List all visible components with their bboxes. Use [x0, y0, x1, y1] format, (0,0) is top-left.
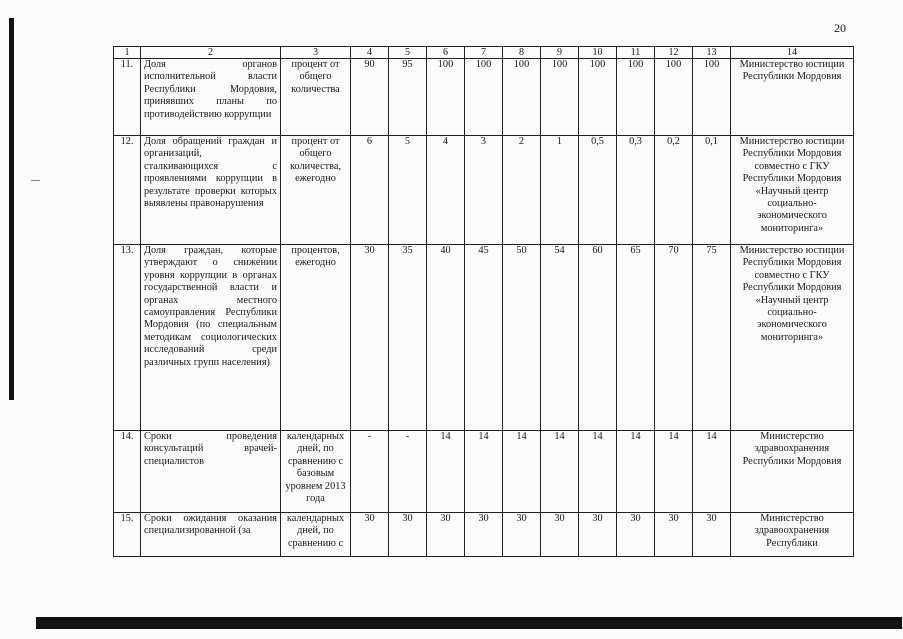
- scan-edge-bottom: [36, 617, 902, 629]
- value-cell: 5: [389, 136, 427, 245]
- value-cell: 100: [541, 59, 579, 136]
- value-cell: 90: [351, 59, 389, 136]
- value-cell: 100: [617, 59, 655, 136]
- indicator-name: Сроки проведения консультаций врачей-специалистов: [141, 431, 281, 513]
- header-cell: 13: [693, 47, 731, 59]
- table-row: [114, 513, 854, 557]
- header-cell: 9: [541, 47, 579, 59]
- value-cell: 30: [465, 513, 503, 557]
- unit-of-measure: календарных дней, по сравнению с: [281, 513, 351, 557]
- value-cell: 54: [541, 245, 579, 431]
- value-cell: 30: [351, 513, 389, 557]
- header-cell: 14: [731, 47, 854, 59]
- value-cell: 0,3: [617, 136, 655, 245]
- value-cell: 4: [427, 136, 465, 245]
- header-cell: 7: [465, 47, 503, 59]
- value-cell: 30: [655, 513, 693, 557]
- value-cell: 65: [617, 245, 655, 431]
- value-cell: 95: [389, 59, 427, 136]
- value-cell: 60: [579, 245, 617, 431]
- header-row: [114, 47, 854, 59]
- header-cell: 2: [141, 47, 281, 59]
- value-cell: 100: [579, 59, 617, 136]
- value-cell: -: [389, 431, 427, 513]
- indicator-name: Доля обращений граждан и организаций, сталкивающихся с проявлениями коррупции в результате проверки которых выявлены правонарушения: [141, 136, 281, 245]
- value-cell: 14: [465, 431, 503, 513]
- value-cell: 30: [389, 513, 427, 557]
- unit-of-measure: процент от общего количества, ежегодно: [281, 136, 351, 245]
- value-cell: 0,1: [693, 136, 731, 245]
- value-cell: 30: [427, 513, 465, 557]
- indicator-name: Доля граждан, которые утверждают о снижении уровня коррупции в органах государственной власти и органах местного самоуправления Республики Мордовия (по специальным методикам социологических исследований среди различных групп населения): [141, 245, 281, 431]
- value-cell: 100: [503, 59, 541, 136]
- value-cell: 1: [541, 136, 579, 245]
- value-cell: 35: [389, 245, 427, 431]
- value-cell: 14: [693, 431, 731, 513]
- value-cell: 30: [541, 513, 579, 557]
- table-row: [114, 245, 854, 431]
- unit-of-measure: процент от общего количества: [281, 59, 351, 136]
- value-cell: 100: [693, 59, 731, 136]
- value-cell: 2: [503, 136, 541, 245]
- value-cell: 6: [351, 136, 389, 245]
- unit-of-measure: процентов, ежегодно: [281, 245, 351, 431]
- row-number: 12.: [114, 136, 141, 245]
- value-cell: 30: [503, 513, 541, 557]
- row-number: 13.: [114, 245, 141, 431]
- value-cell: 100: [427, 59, 465, 136]
- row-number: 15.: [114, 513, 141, 557]
- value-cell: 14: [655, 431, 693, 513]
- header-cell: 1: [114, 47, 141, 59]
- value-cell: 50: [503, 245, 541, 431]
- table-row: [114, 136, 854, 245]
- value-cell: 70: [655, 245, 693, 431]
- responsible-body: Министерство юстиции Республики Мордовия совместно с ГКУ Республики Мордовия «Научный центр социально-экономического мониторинга»: [731, 136, 854, 245]
- header-cell: 5: [389, 47, 427, 59]
- header-cell: 8: [503, 47, 541, 59]
- row-number: 14.: [114, 431, 141, 513]
- value-cell: 40: [427, 245, 465, 431]
- header-cell: 11: [617, 47, 655, 59]
- header-cell: 12: [655, 47, 693, 59]
- scan-mark: [31, 180, 40, 181]
- unit-of-measure: календарных дней, по сравнению с базовым уровнем 2013 года: [281, 431, 351, 513]
- value-cell: 3: [465, 136, 503, 245]
- value-cell: 75: [693, 245, 731, 431]
- value-cell: -: [351, 431, 389, 513]
- value-cell: 30: [579, 513, 617, 557]
- value-cell: 30: [617, 513, 655, 557]
- row-number: 11.: [114, 59, 141, 136]
- indicator-name: Доля органов исполнительной власти Республики Мордовия, принявших планы по противодействию коррупции: [141, 59, 281, 136]
- responsible-body: Министерство здравоохранения Республики: [731, 513, 854, 557]
- table-row: [114, 431, 854, 513]
- value-cell: 0,2: [655, 136, 693, 245]
- value-cell: 100: [465, 59, 503, 136]
- page-number: 20: [834, 21, 846, 35]
- header-cell: 3: [281, 47, 351, 59]
- responsible-body: Министерство юстиции Республики Мордовия: [731, 59, 854, 136]
- value-cell: 100: [655, 59, 693, 136]
- scan-edge-left: [9, 18, 14, 400]
- responsible-body: Министерство здравоохранения Республики Мордовия: [731, 431, 854, 513]
- indicator-name: Сроки ожидания оказания специализированной (за: [141, 513, 281, 557]
- value-cell: 45: [465, 245, 503, 431]
- responsible-body: Министерство юстиции Республики Мордовия совместно с ГКУ Республики Мордовия «Научный центр социально-экономического мониторинга»: [731, 245, 854, 431]
- value-cell: 14: [503, 431, 541, 513]
- table-row: [114, 59, 854, 136]
- header-cell: 10: [579, 47, 617, 59]
- header-cell: 6: [427, 47, 465, 59]
- indicators-table: [113, 46, 854, 557]
- value-cell: 30: [693, 513, 731, 557]
- value-cell: 14: [617, 431, 655, 513]
- value-cell: 0,5: [579, 136, 617, 245]
- value-cell: 14: [427, 431, 465, 513]
- value-cell: 14: [541, 431, 579, 513]
- value-cell: 30: [351, 245, 389, 431]
- header-cell: 4: [351, 47, 389, 59]
- value-cell: 14: [579, 431, 617, 513]
